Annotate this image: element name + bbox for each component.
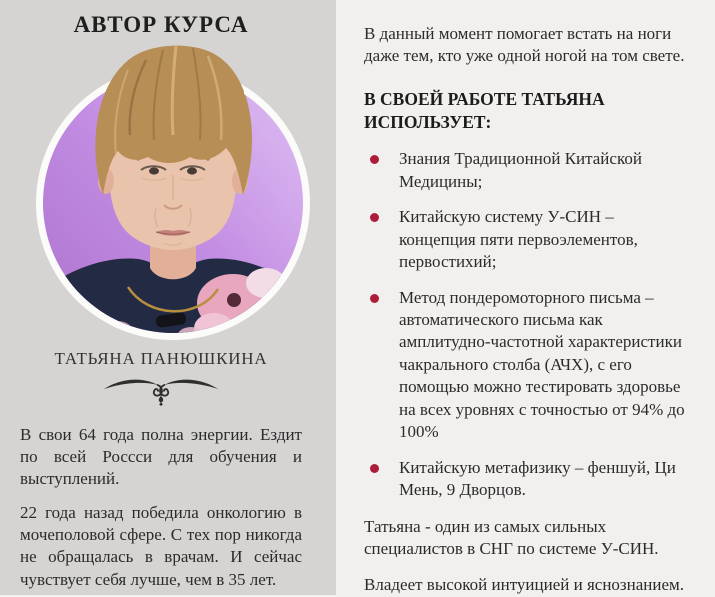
author-portrait-image bbox=[28, 40, 318, 340]
list-item bbox=[364, 287, 693, 444]
list-item bbox=[364, 457, 693, 502]
details-panel bbox=[336, 0, 715, 595]
list-item-text: Китайскую метафизику – феншуй, Ци Мень, 9 Дворцов. bbox=[399, 457, 676, 500]
flourish-divider-icon bbox=[20, 374, 302, 411]
bullet-icon bbox=[370, 155, 379, 164]
bullet-icon bbox=[370, 213, 379, 222]
outro-paragraph-2: Владеет высокой интуицией и яснознанием. bbox=[364, 575, 685, 595]
list-item bbox=[364, 206, 693, 273]
intro-paragraph: В данный момент помогает встать на ноги даже тем, кто уже одной ногой на том свете. bbox=[364, 24, 685, 66]
author-panel bbox=[0, 0, 336, 595]
bio-paragraph-2: 22 года назад победила онкологию в мочеполовой сфере. С тех пор никогда не обращалась в врачам. И сейчас чувствует себя лучше, чем в 35 лет. bbox=[20, 503, 302, 589]
list-item bbox=[364, 148, 693, 193]
bullet-icon bbox=[370, 464, 379, 473]
methods-list bbox=[364, 148, 693, 501]
list-item-text: Метод пондеромоторного письма – автоматического письма как амплитудно-частотной характеристики чакрального столба (АЧХ), с его помощью можно тестировать здоровье на всех уровнях с точностью от 94% до 100% bbox=[399, 287, 685, 442]
list-item-text: Китайскую систему У-СИН – концепция пяти первоэлементов, первостихий; bbox=[399, 207, 638, 272]
author-name: ТАТЬЯНА ПАНЮШКИНА bbox=[54, 349, 268, 368]
bullet-icon bbox=[370, 294, 379, 303]
page-title: АВТОР КУРСА bbox=[73, 12, 249, 37]
list-item-text: Знания Традиционной Китайской Медицины; bbox=[399, 149, 642, 191]
section-heading: В СВОЕЙ РАБОТЕ ТАТЬЯНА ИСПОЛЬЗУЕТ: bbox=[364, 88, 605, 132]
bio-paragraph-1: В свои 64 года полна энергии. Ездит по всей Россси для обучения и выступлений. bbox=[20, 425, 302, 489]
outro-paragraph-1: Татьяна - один из самых сильных специалистов в СНГ по системе У-СИН. bbox=[364, 516, 659, 558]
author-photo bbox=[28, 40, 318, 340]
